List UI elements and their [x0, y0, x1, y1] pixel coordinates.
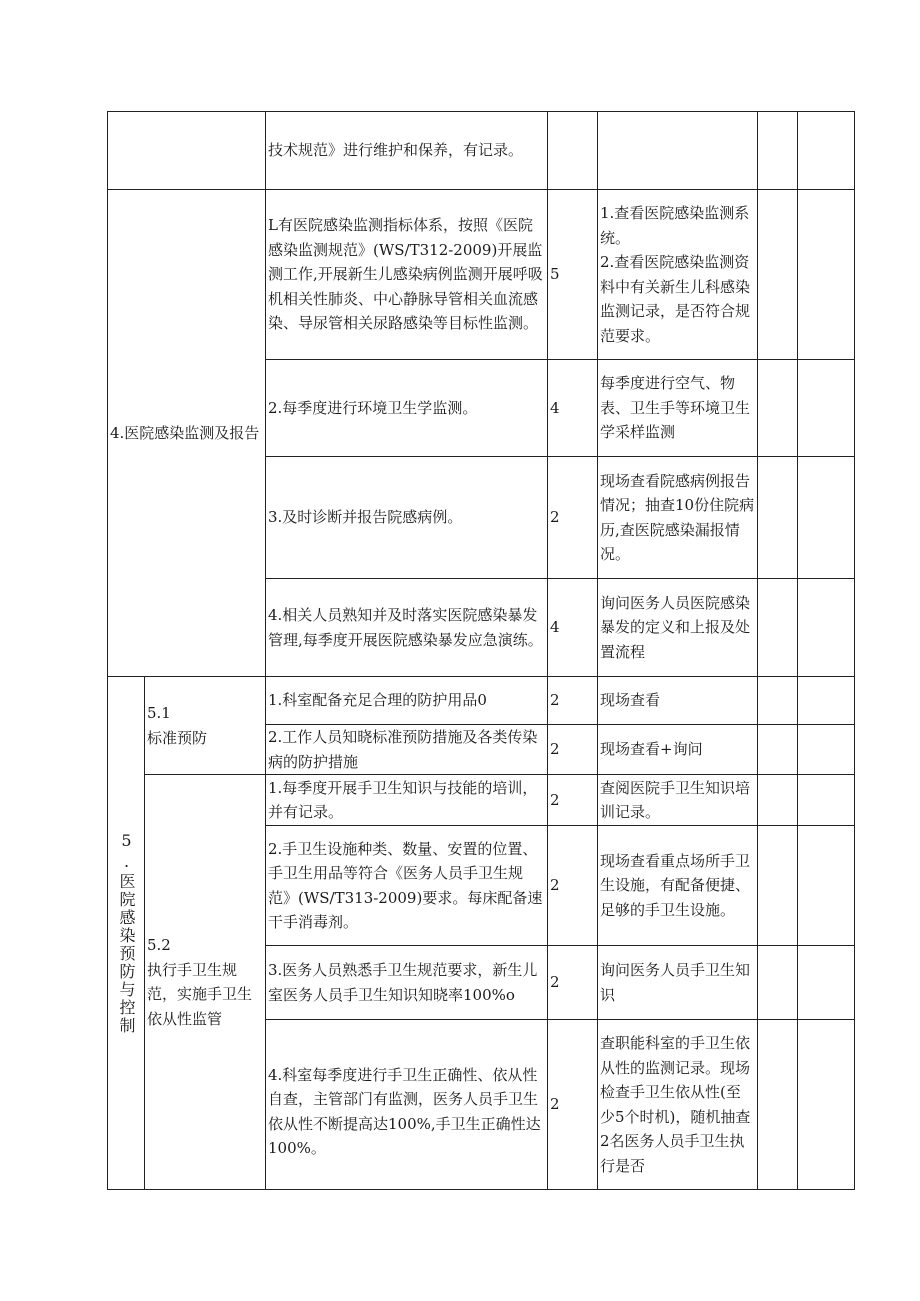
method-cell: 每季度进行空气、物表、卫生手等环境卫生学采样监测	[598, 360, 758, 457]
score-cell: 2	[548, 775, 598, 826]
subsection-number: 5.1	[147, 704, 171, 722]
subsection-cell	[145, 775, 266, 1190]
blank-cell	[758, 677, 798, 725]
score-cell: 2	[548, 677, 598, 725]
method-cell: 现场查看	[598, 677, 758, 725]
score-cell: 5	[548, 190, 598, 360]
blank-cell	[798, 579, 855, 677]
item-cell: 技术规范》进行维护和保养，有记录。	[266, 112, 548, 190]
blank-cell	[758, 457, 798, 579]
score-cell: 2	[548, 946, 598, 1020]
item-cell: 3.及时诊断并报告院感病例。	[266, 457, 548, 579]
score-cell: 4	[548, 360, 598, 457]
score-cell: 2	[548, 725, 598, 775]
blank-cell	[798, 775, 855, 826]
subsection-number: 5.2	[147, 936, 171, 954]
method-cell-empty	[598, 112, 758, 190]
method-cell: 询问医务人员医院感染暴发的定义和上报及处置流程	[598, 579, 758, 677]
table-row	[108, 677, 855, 725]
table-row	[108, 190, 855, 360]
blank-cell	[798, 826, 855, 946]
score-cell: 4	[548, 579, 598, 677]
score-cell: 2	[548, 1020, 598, 1190]
method-cell: 现场查看院感病例报告情况；抽查10份住院病历,查医院感染漏报情况。	[598, 457, 758, 579]
item-cell: 2.手卫生设施种类、数量、安置的位置、手卫生用品等符合《医务人员手卫生规范》(WS/T313-2009)要求。每床配备速干手消毒剂。	[266, 826, 548, 946]
blank-cell	[758, 946, 798, 1020]
blank-cell	[798, 1020, 855, 1190]
score-cell: 2	[548, 457, 598, 579]
section-title-vertical	[108, 677, 145, 1190]
subsection-cell	[145, 677, 266, 775]
blank-cell	[798, 725, 855, 775]
score-cell: 2	[548, 826, 598, 946]
item-cell: L有医院感染监测指标体系，按照《医院感染监测规范》(WS/T312-2009)开展监测工作,开展新生儿感染病例监测开展呼吸机相关性肺炎、中心静脉导管相关血流感染、导尿管相关尿路感染等目标性监测。	[266, 190, 548, 360]
section5-title: 5.医院感染预防与控制	[117, 831, 136, 1035]
blank-cell	[798, 457, 855, 579]
blank-cell	[758, 725, 798, 775]
item-cell: 2.工作人员知晓标准预防措施及各类传染病的防护措施	[266, 725, 548, 775]
blank-cell	[798, 677, 855, 725]
method-cell: 查阅医院手卫生知识培训记录。	[598, 775, 758, 826]
item-cell: 3.医务人员熟悉手卫生规范要求，新生儿室医务人员手卫生知识知晓率100%o	[266, 946, 548, 1020]
blank-cell	[798, 946, 855, 1020]
method-cell: 1.查看医院感染监测系统。 2.查看医院感染监测资料中有关新生儿科感染监测记录，是否符合规范要求。	[598, 190, 758, 360]
evaluation-table	[107, 111, 855, 1190]
blank-cell	[758, 190, 798, 360]
subsection-title: 执行手卫生规范，实施手卫生依从性监管	[147, 960, 253, 1028]
blank-cell	[758, 360, 798, 457]
section-title: 4.医院感染监测及报告	[108, 190, 266, 677]
method-cell: 现场查看+询问	[598, 725, 758, 775]
blank-cell	[798, 360, 855, 457]
table-row	[108, 112, 855, 190]
blank-cell	[758, 826, 798, 946]
method-cell: 询问医务人员手卫生知识	[598, 946, 758, 1020]
blank-cell	[798, 112, 855, 190]
item-cell: 2.每季度进行环境卫生学监测。	[266, 360, 548, 457]
item-cell: 1.每季度开展手卫生知识与技能的培训，并有记录。	[266, 775, 548, 826]
item-cell: 4.相关人员熟知并及时落实医院感染暴发管理,每季度开展医院感染暴发应急演练。	[266, 579, 548, 677]
blank-cell	[758, 579, 798, 677]
method-cell: 现场查看重点场所手卫生设施，有配备便捷、足够的手卫生设施。	[598, 826, 758, 946]
category-cell-empty	[108, 112, 266, 190]
method-cell: 查职能科室的手卫生依从性的监测记录。现场检查手卫生依从性(至少5个时机)，随机抽查2名医务人员手卫生执行是否	[598, 1020, 758, 1190]
score-cell-empty	[548, 112, 598, 190]
blank-cell	[758, 1020, 798, 1190]
item-cell: 1.科室配备充足合理的防护用品0	[266, 677, 548, 725]
table-row	[108, 775, 855, 826]
blank-cell	[798, 190, 855, 360]
blank-cell	[758, 112, 798, 190]
item-cell: 4.科室每季度进行手卫生正确性、依从性自查，主管部门有监测，医务人员手卫生依从性不断提高达100%,手卫生正确性达100%。	[266, 1020, 548, 1190]
blank-cell	[758, 775, 798, 826]
subsection-title: 标准预防	[147, 728, 208, 747]
